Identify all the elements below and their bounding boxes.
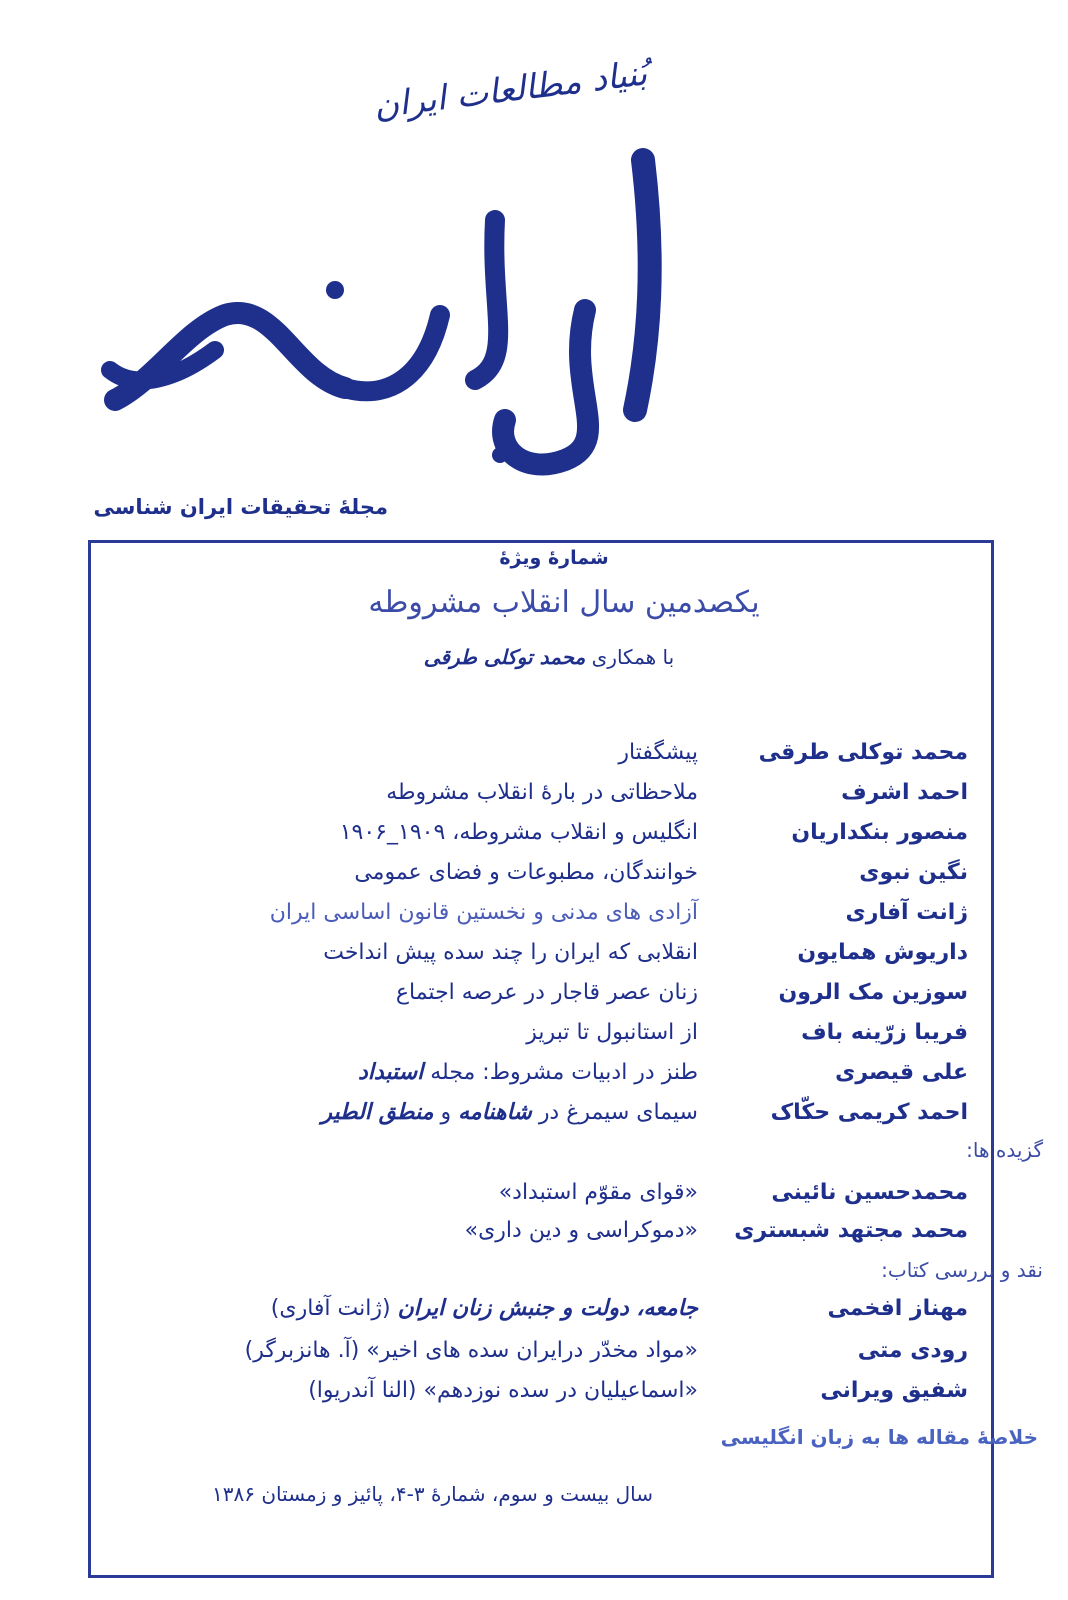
- contents-title: خوانندگان، مطبوعات و فضای عمومی: [354, 860, 698, 885]
- collaboration-line: [0, 645, 1068, 669]
- review-title: «اسماعیلیان در سده نوزدهم» (النا آندریوا): [308, 1378, 698, 1403]
- contents-author: داریوش همایون: [797, 940, 968, 965]
- selection-title: «قوای مقوّم استبداد»: [498, 1180, 698, 1205]
- special-issue-label: شمارهٔ ویژهٔ: [499, 547, 609, 569]
- journal-masthead-logo: [95, 140, 665, 490]
- contents-row: [130, 980, 968, 1020]
- review-row: [130, 1378, 968, 1418]
- masthead-calligraphy-icon: [95, 140, 665, 490]
- contents-title-conjunction: و: [440, 1100, 452, 1125]
- review-title-emphasis: جامعه، دولت و جنبش زنان ایران: [397, 1296, 698, 1321]
- contents-title-emphasis: منطق الطیر: [321, 1100, 434, 1125]
- review-row: [130, 1296, 968, 1336]
- contents-title: از استانبول تا تبریز: [526, 1020, 698, 1045]
- review-author: شفیق ویرانی: [820, 1378, 968, 1403]
- selection-row: [130, 1218, 968, 1258]
- contents-author: احمد اشرف: [841, 780, 968, 805]
- collaborator-name: محمد توکلی طرقی: [423, 645, 586, 669]
- collaboration-prefix: با همکاری: [591, 645, 675, 669]
- contents-title: انقلابی که ایران را چند سده پیش انداخت: [323, 940, 698, 965]
- contents-row: [130, 1060, 968, 1100]
- contents-title: پیشگفتار: [618, 740, 698, 765]
- contents-title: زنان عصر قاجار در عرصه اجتماع: [395, 980, 698, 1005]
- contents-author: علی قیصری: [835, 1060, 968, 1085]
- review-title: «مواد مخدّر درایران سده های اخیر» (آ. هانزبرگر): [244, 1338, 698, 1363]
- selection-row: [130, 1180, 968, 1220]
- review-author: مهناز افخمی: [827, 1296, 968, 1321]
- review-row: [130, 1338, 968, 1378]
- journal-subtitle: مجلهٔ تحقیقات ایران شناسی: [93, 495, 388, 519]
- special-issue-title: یکصدمین سال انقلاب مشروطه: [368, 585, 760, 620]
- contents-row: [130, 740, 968, 780]
- contents-title-emphasis: شاهنامه: [458, 1100, 532, 1125]
- contents-author: ژانت آفاری: [845, 900, 968, 925]
- contents-title: ملاحظاتی در بارهٔ انقلاب مشروطه: [386, 780, 698, 805]
- contents-author: فریبا زرّینه باف: [801, 1020, 968, 1045]
- selection-author: محمدحسین نائینی: [771, 1180, 968, 1205]
- contents-author: احمد کریمی حکّاک: [770, 1100, 968, 1125]
- review-title: [78, 1296, 698, 1321]
- contents-row: [130, 820, 968, 860]
- contents-title-text: سیمای سیمرغ در: [538, 1100, 698, 1125]
- selections-heading: گزیده ها:: [966, 1138, 1043, 1162]
- contents-author: محمد توکلی طرقی: [758, 740, 968, 765]
- contents-title-emphasis: استبداد: [357, 1060, 424, 1085]
- selection-author: محمد مجتهد شبستری: [734, 1218, 968, 1243]
- contents-author: منصور بنکداریان: [791, 820, 968, 845]
- contents-title: انگلیس و انقلاب مشروطه، ۱۹۰۹_۱۹۰۶: [339, 820, 698, 845]
- contents-row: [130, 1020, 968, 1060]
- organization-logo: بُنیاد مطالعات ایران: [371, 53, 650, 127]
- contents-row: [130, 940, 968, 980]
- contents-author: نگین نبوی: [859, 860, 968, 885]
- reviews-heading: نقد و بررسی کتاب:: [881, 1258, 1043, 1282]
- contents-title: آزادی های مدنی و نخستین قانون اساسی ایران: [269, 900, 698, 925]
- contents-row: [130, 1100, 968, 1140]
- selection-title: «دموکراسی و دین داری»: [464, 1218, 698, 1243]
- contents-title-text: طنز در ادبیات مشروط: مجله: [430, 1060, 698, 1085]
- contents-row: [130, 900, 968, 940]
- issue-info-footer: سال بیست و سوم، شمارهٔ ۳-۴، پائیز و زمستان ۱۳۸۶: [212, 1482, 653, 1506]
- review-title-text: (ژانت آفاری): [270, 1296, 391, 1321]
- contents-row: [130, 860, 968, 900]
- contents-author: سوزین مک الرون: [778, 980, 968, 1005]
- english-abstracts-note: خلاصهٔ مقاله ها به زبان انگلیسی: [720, 1425, 1038, 1449]
- contents-title: [78, 1060, 698, 1085]
- review-author: رودی متی: [857, 1338, 968, 1363]
- contents-row: [130, 780, 968, 820]
- contents-title: [78, 1100, 698, 1125]
